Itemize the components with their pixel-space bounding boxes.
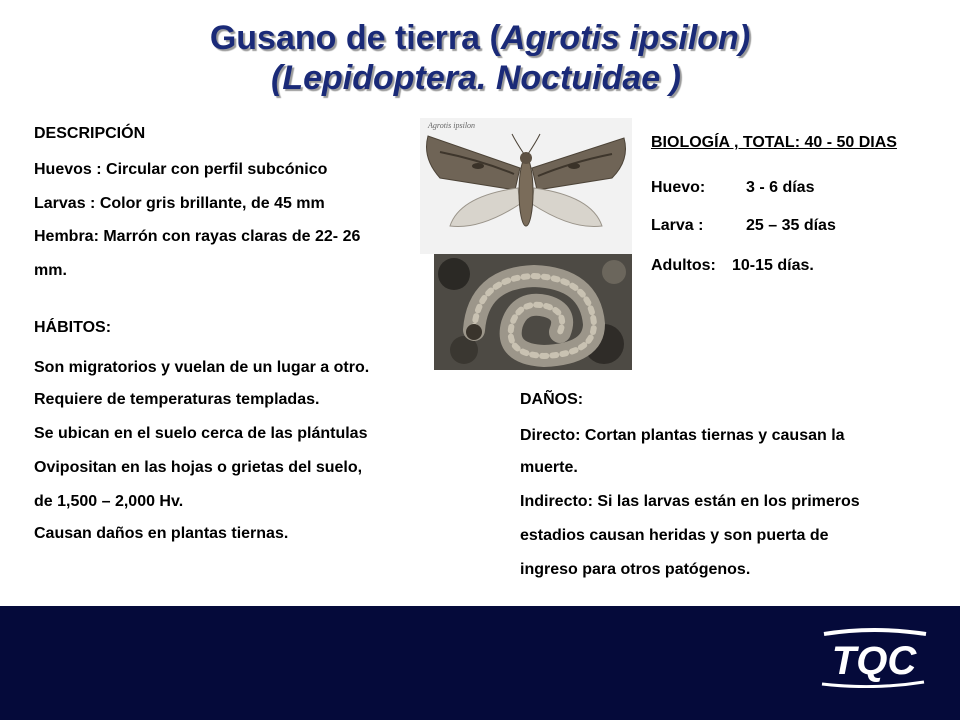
danos-line: Indirecto: Si las larvas están en los primeros: [520, 493, 860, 510]
habitos-line: Requiere de temperaturas templadas.: [34, 391, 320, 408]
habitos-line: de 1,500 – 2,000 Hv.: [34, 493, 184, 510]
tqc-logo-mark: [818, 628, 930, 688]
larva-photo: [434, 254, 632, 370]
biologia-label-larva: Larva :: [651, 217, 704, 234]
biologia-value-larva: 25 – 35 días: [746, 217, 836, 234]
moth-caption: Agrotis ipsilon: [428, 121, 476, 130]
biologia-label-adultos: Adultos:: [651, 257, 716, 274]
danos-heading: DAÑOS:: [520, 391, 584, 408]
page-title: [0, 18, 960, 98]
moth-photo: [420, 118, 632, 254]
title-common-name: Gusano de tierra (: [209, 19, 501, 57]
tqc-logo-text: TQC: [831, 639, 917, 683]
habitos-line: Causan daños en plantas tiernas.: [34, 525, 289, 542]
descripcion-line: Larvas : Color gris brillante, de 45 mm: [34, 195, 325, 212]
descripcion-heading: DESCRIPCIÓN: [34, 125, 146, 142]
biologia-value-adultos: 10-15 días.: [732, 257, 814, 274]
tqc-logo: [818, 628, 930, 693]
biologia-value-huevo: 3 - 6 días: [746, 179, 815, 196]
danos-line: Directo: Cortan plantas tiernas y causan la: [520, 427, 845, 444]
title-taxonomy: (Lepidoptera. Noctuidae ): [271, 59, 681, 97]
biologia-heading: BIOLOGÍA , TOTAL: 40 - 50 DIAS: [651, 134, 897, 151]
title-line-2: [0, 58, 960, 98]
habitos-line: Son migratorios y vuelan de un lugar a otro.: [34, 359, 370, 376]
danos-line: ingreso para otros patógenos.: [520, 561, 751, 578]
title-scientific-name: Agrotis ipsilon): [500, 19, 751, 57]
habitos-heading: HÁBITOS:: [34, 319, 112, 336]
habitos-line: Ovipositan en las hojas o grietas del suelo,: [34, 459, 363, 476]
danos-line: estadios causan heridas y son puerta de: [520, 527, 829, 544]
habitos-line: Se ubican en el suelo cerca de las plántulas: [34, 425, 368, 442]
descripcion-line: Huevos : Circular con perfil subcónico: [34, 161, 328, 178]
biologia-label-huevo: Huevo:: [651, 179, 706, 196]
footer-band: [0, 606, 960, 720]
danos-line: muerte.: [520, 459, 578, 476]
descripcion-line: Hembra: Marrón con rayas claras de 22- 26: [34, 228, 361, 245]
larva-illustration: [434, 254, 632, 370]
moth-illustration: [420, 118, 632, 254]
descripcion-line: mm.: [34, 262, 67, 279]
title-line-1: [0, 18, 960, 58]
